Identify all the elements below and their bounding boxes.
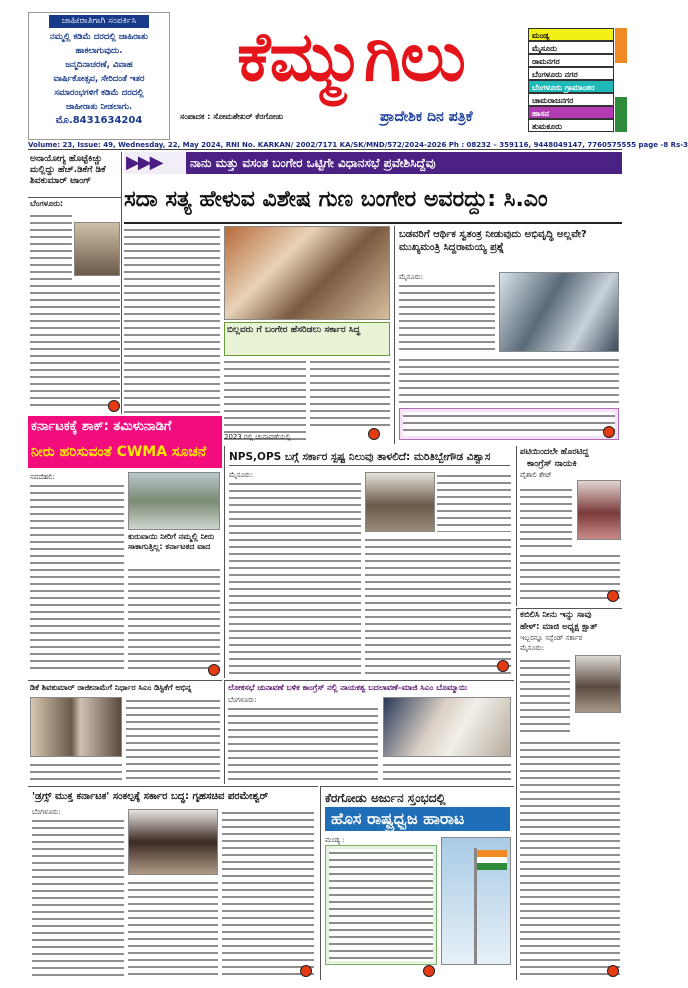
masthead-title: ಕೆಮ್ಮುಗಿಲು [237,18,465,97]
dk-photo [30,697,122,757]
continue-marker [208,664,220,676]
promo-phone: ಮೊ.8431634204 [55,115,143,126]
bommai-headline: ಲೋಕಸಭೆ ಚುನಾವಣೆ ಬಳಿಕ ಕಾಂಗ್ರೆಸ್ ನಲ್ಲಿ ನಾಯಕತ್ವ ಬದಲಾವಣೆ–ಮಾಜಿ ಸಿಎಂ ಬೊಮ್ಮಾಯಿ [228,683,468,692]
masthead-logo [176,8,526,108]
right-low-body [520,739,620,975]
right-low-photo [575,655,621,713]
cwma-dateline: ನವದೆಹಲಿ: [30,473,55,481]
promo-line: ಜನ್ಮದಿನಾಚರಣೆ, ವಿವಾಹ [65,60,133,70]
promo-line: ಜಾಹೀರಾತಿಗಾಗಿ ಸಂಪರ್ಕಿಸಿ [49,15,149,28]
dateline-bar [28,140,688,150]
tricolor-band [615,28,627,63]
nps-body [229,480,361,674]
right-mid-sub: ವೈಶಾಲಿ ಶೇಟ್ [520,471,552,479]
indian-flag-icon [477,850,507,870]
lead-story-dateline: 2023 ರಲ್ಲಿ ಚುನಾವಣೆಯಲ್ಲಿ [224,433,291,441]
top-banner [124,152,622,174]
lead-story-body [310,358,390,428]
drugs-headline: 'ಡ್ರಗ್ಸ್ ಮುಕ್ತ ಕರ್ನಾಟಕ' ಸಂಕಲ್ಪಕ್ಕೆ ಸರ್ಕಾರ ಬದ್ಧ: ಗೃಹಸಚಿವ ಪರಮೇಶ್ವರ್ [32,791,269,802]
lead-story-body [124,226,220,440]
district-menu-item[interactable]: ಮೈಸೂರು [528,41,614,54]
flag-dateline: ಮಂಡ್ಯ : [325,836,345,844]
flag-photo [441,837,511,965]
nps-story [224,446,514,678]
district-menu [528,28,614,132]
right-low-headline-1: ಕಬಿಲಿಸಿ ನೀನು ಇನ್ನು ಸಾವು [520,610,592,620]
left-story [28,152,122,414]
right-top-subbox [399,408,619,440]
promo-line: ಜಾಹೀರಾತು ನೀಡಲಾಗು. [65,102,133,112]
promo-line: ವಾರ್ಷಿಕೋತ್ಸವ, ಸೇರಿದಂತೆ ಇತರ [53,74,145,84]
district-menu-item[interactable]: ಚಾಮರಾಜನಗರ [528,93,614,106]
tricolor-strip [615,28,627,132]
drugs-body [32,817,124,977]
cwma-body [128,566,220,672]
flag-body [329,849,433,961]
right-mid-body [520,486,572,550]
right-mid-headline-2: ಕಾಂಗ್ರೆಸ್ ನಾಯಕಿ [527,459,577,469]
right-low-story [516,608,622,980]
dk-body [126,697,220,781]
continue-marker [497,660,509,672]
banner-arrows-icon: ▶▶▶ [126,152,162,173]
flag-story [320,786,514,980]
masthead-subtitle: ಪ್ರಾದೇಶಿಕ ದಿನ ಪತ್ರಿಕೆ [380,109,473,125]
ad-promo-box [28,12,170,140]
drugs-story [28,786,318,980]
lead-inner-caption: ಬಿಲ್ಲವರು ಗೆ ಬಂಗೇರ ಹೆಸರಿಡಲು ಸರ್ಕಾರ ಸಿದ್ಧ [224,322,390,356]
district-menu-item[interactable]: ಬೆಂಗಳೂರು ಗ್ರಾಮಾಂತರ [528,80,614,93]
district-menu-item[interactable]: ರಾಮನಗರ [528,54,614,67]
cwma-headline [28,416,222,468]
nps-dateline: ಮೈಸೂರು: [229,471,254,479]
editor-line: ಸಂಪಾದಕ : ಸೋಮಶೇಖರ್ ಕೆರಗೋಡು [180,112,284,121]
dk-body [30,761,122,781]
dk-story [28,680,222,784]
right-low-headline-2: ಹೇಳ್: ಮಾಜಿ ಅಧ್ಯಕ್ಷ ಕ್ಷಾತ್ [520,622,598,632]
drugs-photo [128,809,218,875]
lead-headline: ಸದಾ ಸತ್ಯ ಹೇಳುವ ವಿಶೇಷ ಗುಣ ಬಂಗೇರ ಅವರದ್ದು: ಸಿ.ಎಂ [124,176,622,224]
cwma-headline-line1: ಕರ್ನಾಟಕಕ್ಕೆ ಶಾಕ್: ತಮಿಳುನಾಡಿಗೆ [31,419,172,434]
nps-photo [365,472,435,532]
continue-marker [607,590,619,602]
drugs-body [128,879,218,977]
right-mid-story [516,446,622,606]
lead-story-body [224,358,306,440]
district-menu-item[interactable]: ತುಮಕೂರು [528,119,614,132]
bommai-photo [383,697,511,757]
flag-kicker: ಕೆರಗೋಡು ಅರ್ಜುನ ಸ್ತಂಭದಲ್ಲಿ [325,791,446,805]
left-story-body [30,282,120,410]
cwma-story [28,416,222,678]
promo-line: ಹಾಕಲಾಗುವುದು. [75,46,123,56]
right-low-headline-3: ಇಬ್ಬರನ್ನೂ ಸಸ್ಪೆಂಡ್ ಸರ್ಕಾರ [520,634,583,642]
cwma-headline-line2: ನೀರು ಹರಿಸುವಂತೆ CWMA ಸೂಚನೆ [31,444,207,460]
right-top-body [399,282,495,352]
tricolor-band [615,63,627,98]
nps-body [437,472,511,532]
continue-marker [300,965,312,977]
right-mid-headline-1: ಪಟಿಯಿಂದಲೇ ಹೊರಟಿದ್ದ [520,447,589,457]
drugs-body [222,809,314,977]
bommai-dateline: ಬೆಂಗಳೂರು: [228,696,257,704]
bommai-body [228,705,378,783]
district-menu-item[interactable]: ಹಾಸನ [528,106,614,119]
continue-marker [603,426,615,438]
left-story-body [30,212,72,282]
bommai-story [224,680,514,784]
promo-line: ನಮ್ಮಲ್ಲಿ ಕಡಿಮೆ ದರದಲ್ಲಿ ಜಾಹಿರಾತು [49,32,149,42]
flag-body-box [325,845,437,965]
nps-headline: NPS,OPS ಬಗ್ಗೆ ಸರ್ಕಾರ ಸ್ಪಷ್ಟ ನಿಲುವು ತಾಳಲಿದೆ: ಮರಿತಿಬ್ಬೇಗೌಡ ವಿಶ್ವಾಸ [229,448,510,466]
continue-marker [423,965,435,977]
bommai-body [383,761,511,783]
right-mid-body [520,552,620,602]
right-low-dateline: ಮೈಸೂರು: [520,644,545,652]
right-top-subbox-body [403,412,615,436]
right-mid-photo [577,480,621,540]
cwma-inner-caption: ಕುರುವಾಯಿ ನೀರಿಗೆ ನಮ್ಮಲ್ಲಿ ನೀರು ಸಾಕಾಗುತ್ತಿಲ್ಲ: ಕರ್ನಾಟಕದ ವಾದ [128,532,215,551]
right-top-body [399,356,619,406]
lead-story [124,226,392,444]
continue-marker [368,428,380,440]
tricolor-band [615,97,627,132]
right-top-story [394,226,622,444]
lead-story-photo [224,226,390,320]
left-story-photo [74,222,120,276]
dk-caption: ಡಿಕೆ ಶಿವಕುಮಾರ್ ರಾಜೀನಾಮೆಗೆ ನಿರ್ಧಾರ ಸಿಎಂ ಡಿಸ್ಟಿಕೆಗೆ ಅಭಿನ್ನ [30,683,192,692]
banner-text: ನಾನು ಮತ್ತು ವಸಂತ ಬಂಗೇರ ಒಟ್ಟಿಗೇ ವಿಧಾನಸಭೆ ಪ್ರವೇಶಿಸಿದ್ದೆವು [186,152,622,174]
nps-body [365,536,511,674]
continue-marker [607,965,619,977]
right-top-photo [499,272,619,352]
continue-marker [108,400,120,412]
drugs-dateline: ಬೆಂಗಳೂರು: [32,808,61,816]
dateline-text: Volume: 23, Issue: 49, Wednesday, 22, May 2024, RNI No. KARKAN/ 2002/7171 KA/SK/MND/572/2024-2026 Ph : 08232 – 359116, 9448049147, 7760575555 page -8 Rs-3 [28,141,688,149]
cwma-body [30,482,124,672]
district-menu-item[interactable]: ಮಂಡ್ಯ [528,28,614,41]
right-top-headline: ಬಡವರಿಗೆ ಆರ್ಥಿಕ ಸ್ವತಂತ್ರ ನೀಡುವುದು ಅಭಿವೃದ್ಧಿ ಅಲ್ಲವೇ? ಮುಖ್ಯಮಂತ್ರಿ ಸಿದ್ದರಾಮಯ್ಯ ಪ್ರಶ್ನೆ [399,229,587,253]
right-top-dateline: ಮೈಸೂರು: [399,273,424,281]
district-menu-item[interactable]: ಬೆಂಗಳೂರು ನಗರ [528,67,614,80]
cwma-photo-dam [128,472,220,530]
left-story-headline: ಅನಾಯೋಗ್ಯ ಹೊಟ್ಟೆಕಿಚ್ಚು ಮಲ್ಲಿದ್ದು ಹೆಚ್.ಡಿಕೆಗೆ ಡಿಕೆ ಶಿವಕುಮಾರ್ ಟಾಂಗ್ [28,152,121,198]
flag-headline: ಹೊಸ ರಾಷ್ಟ್ರಧ್ವಜ ಹಾರಾಟ [325,807,510,831]
left-story-dateline: ಬೆಂಗಳೂರು: [30,199,64,208]
promo-line: ಸಮಾರಂಭಗಳಿಗೆ ಕಡಿಮೆ ದರದಲ್ಲಿ [54,88,144,98]
right-low-body [520,657,570,737]
